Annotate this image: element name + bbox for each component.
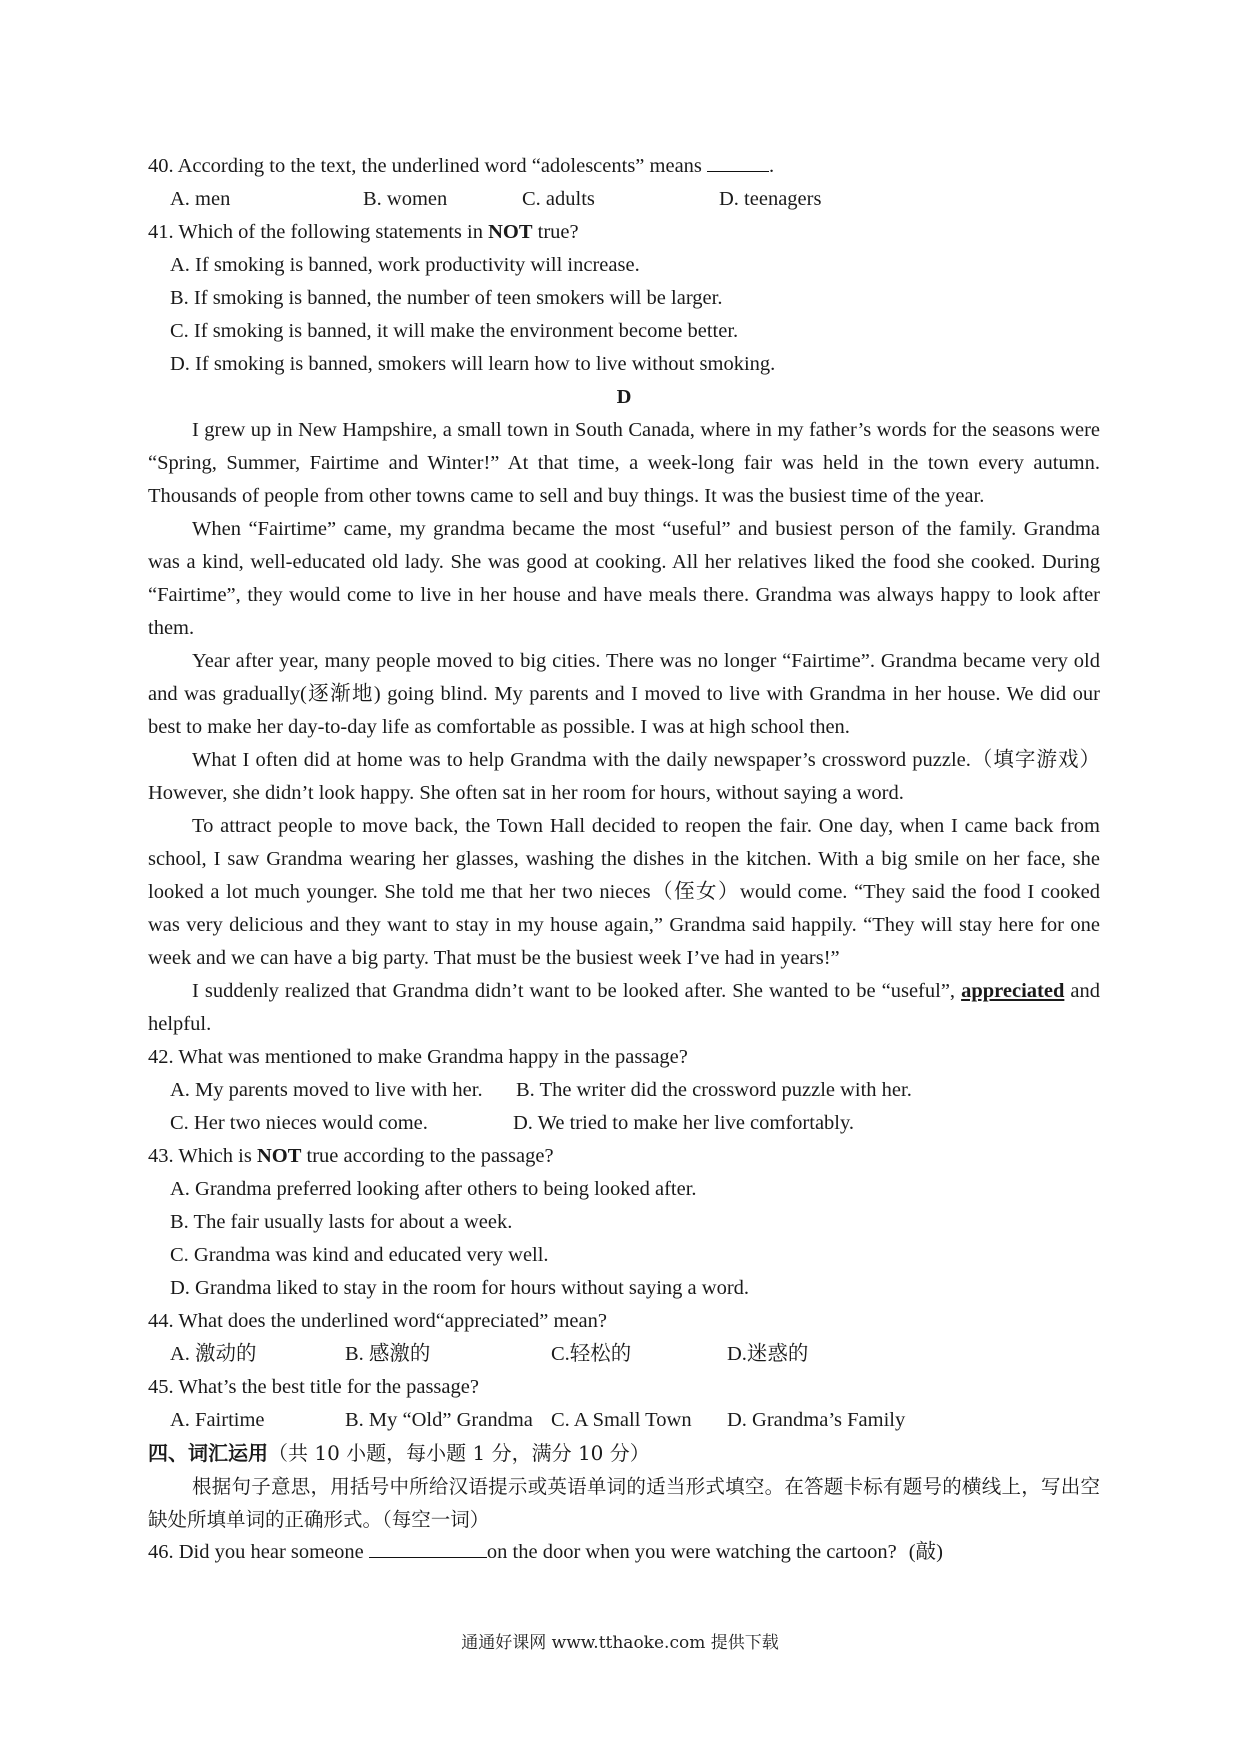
question-43-option-d: D. Grandma liked to stay in the room for hours without saying a word. [170,1277,750,1299]
section-instruction: 根据句子意思，用括号中所给汉语提示或英语单词的适当形式填空。在答题卡标有题号的横线上，写出空缺处所填单词的正确形式。（每空一词） [148,1475,1100,1531]
passage-paragraph-5: To attract people to move back, the Town Hall decided to reopen the fair. One day, when I came back from school, I saw Grandma wearing her glasses, washing the dishes in the kitchen. With a big smile on her face, she looked a lot much younger. She told me that her two nieces（侄女）would come. “They said the food I cooked was very delicious and they want to stay in my house again,” Grandma said happily. “They will stay here for one week and we can have a big party. That must be the busiest week I’ve had in years!” [148,815,1100,969]
question-45: 45. What’s the best title for the passage? [148,1376,479,1398]
question-41-option-c: C. If smoking is banned, it will make the environment become better. [170,320,739,342]
option-a: A. Fairtime [170,1409,265,1431]
passage-paragraph-2: When “Fairtime” came, my grandma became the most “useful” and busiest person of the family. Grandma was a kind, well-educated old lady. She was good at cooking. All her relatives liked the food she cooked. During “Fairtime”, they would come to live in her house and have meals there. Grandma was always happy to look after them. [148,518,1100,639]
passage-paragraph-3: Year after year, many people moved to big cities. There was no longer “Fairtime”. Grandma became very old and was gradually(逐渐地) going blind. My parents and I moved to live with Grandma in her house. We did our best to make her day-to-day life as comfortable as possible. I was at high school then. [148,650,1100,738]
underlined-word: appreciated [961,980,1065,1002]
option-d: D. Grandma’s Family [727,1409,906,1431]
answer-blank [707,155,769,172]
option-c: C. Her two nieces would come. [170,1112,428,1134]
option-a: A. 激动的 [170,1343,257,1365]
question-40-stem: 40. According to the text, the underlined word “adolescents” means [148,155,708,177]
question-41-option-d: D. If smoking is banned, smokers will learn how to live without smoking. [170,353,776,375]
question-45-options [148,1404,1100,1437]
question-41-option-a: A. If smoking is banned, work productivity will increase. [170,254,640,276]
question-42-options-row-2 [148,1107,1100,1140]
option-a: A. My parents moved to live with her. [170,1079,483,1101]
option-c: C. adults [522,188,595,210]
question-43: 43. Which is NOT true according to the passage? [148,1145,554,1167]
option-c: C.轻松的 [551,1343,632,1365]
page-footer: 通通好课网 www.tthaoke.com 提供下载 [461,1633,779,1653]
option-a: A. men [170,188,231,210]
section-note: （共 10 小题，每小题 1 分，满分 10 分） [268,1441,650,1465]
question-42: 42. What was mentioned to make Grandma happy in the passage? [148,1046,688,1068]
question-43-option-b: B. The fair usually lasts for about a week. [170,1211,513,1233]
question-43-option-a: A. Grandma preferred looking after others to being looked after. [170,1178,697,1200]
question-41-option-b: B. If smoking is banned, the number of teen smokers will be larger. [170,287,723,309]
passage-paragraph-1: I grew up in New Hampshire, a small town in South Canada, where in my father’s words for the seasons were “Spring, Summer, Fairtime and Winter!” At that time, a week-long fair was held in the town every autumn. Thousands of people from other towns came to sell and buy things. It was the busiest time of the year. [148,419,1100,507]
section-heading [148,1437,1100,1470]
option-d: D. teenagers [719,188,822,210]
option-d: D. We tried to make her live comfortably. [513,1112,855,1134]
option-b: B. women [363,188,448,210]
option-b: B. The writer did the crossword puzzle with her. [516,1079,912,1101]
question-44: 44. What does the underlined word“appreciated” mean? [148,1310,607,1332]
option-b: B. 感激的 [345,1343,431,1365]
passage-paragraph-6: I suddenly realized that Grandma didn’t want to be looked after. She wanted to be “useful”, appreciated and helpful. [148,980,1100,1035]
word-hint: (敲) [908,1541,943,1563]
option-d: D.迷惑的 [727,1343,809,1365]
option-b: B. My “Old” Grandma [345,1409,533,1431]
option-c: C. A Small Town [551,1409,692,1431]
question-43-option-c: C. Grandma was kind and educated very well. [170,1244,549,1266]
question-46: 46. Did you hear someone on the door when you were watching the cartoon? (敲) [148,1541,943,1563]
passage-paragraph-4: What I often did at home was to help Grandma with the daily newspaper’s crossword puzzle.（填字游戏） However, she didn’t look happy. She often sat in her room for hours, without saying a word. [148,749,1100,804]
question-42-options-row-1 [148,1074,1100,1107]
answer-blank [369,1541,487,1558]
passage-heading: D [616,386,632,408]
section-title: 四、词汇运用 [148,1441,268,1465]
question-44-options [148,1338,1100,1371]
question-40: 40. According to the text, the underlined word “adolescents” means . [148,155,775,177]
exam-page [148,150,1100,1569]
question-40-options [148,183,1100,216]
question-41: 41. Which of the following statements in NOT true? [148,221,579,243]
